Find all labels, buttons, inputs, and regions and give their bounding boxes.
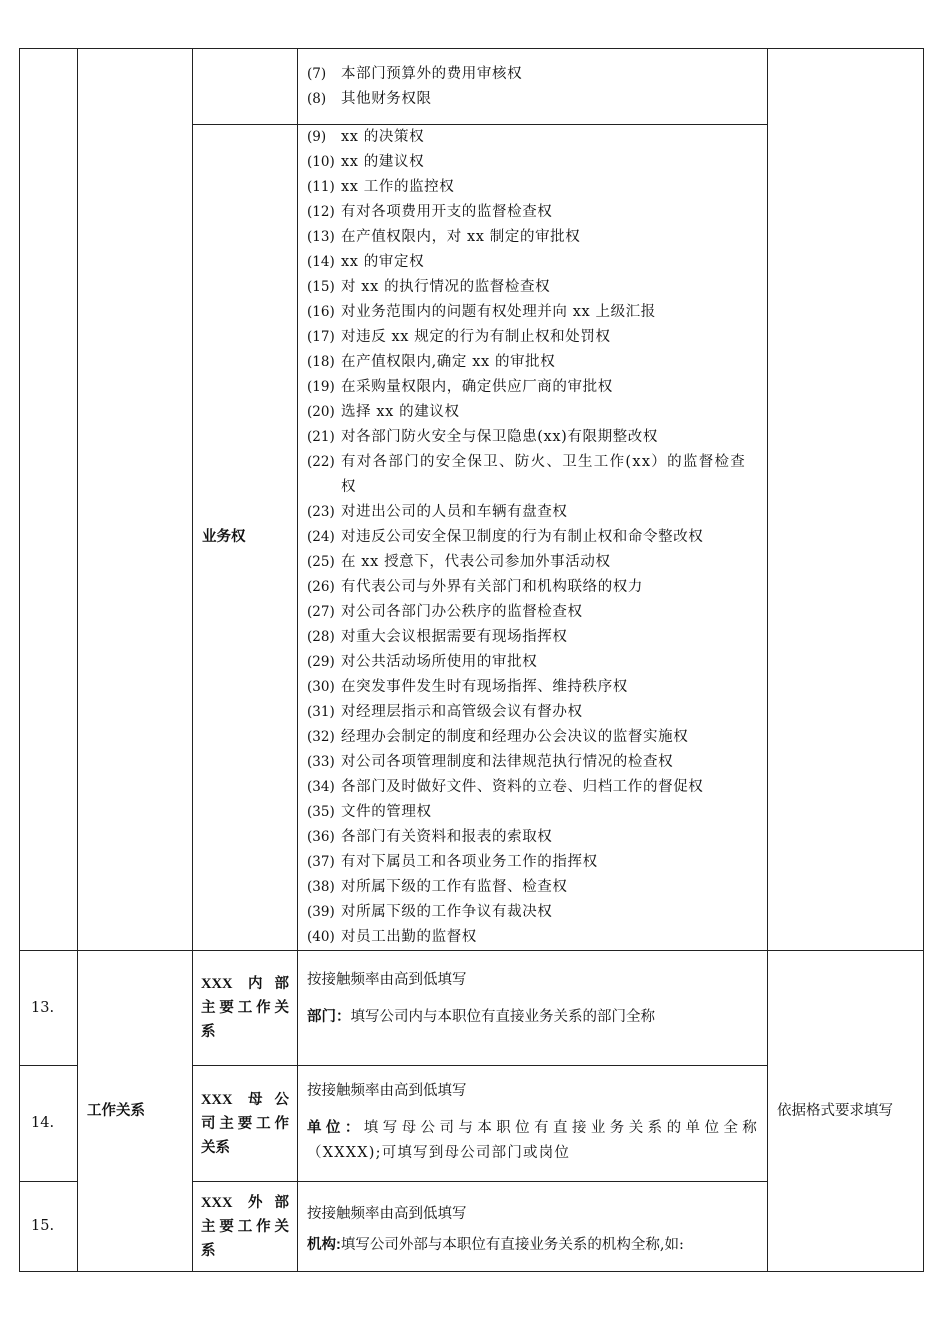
permission-item bbox=[307, 450, 759, 500]
permission-item bbox=[307, 650, 759, 675]
relation-title-line: 主要工作关 bbox=[201, 1000, 289, 1016]
finance-items-cell bbox=[298, 49, 768, 125]
category-cell-empty bbox=[78, 49, 193, 951]
permission-text: xx 的审定权 bbox=[341, 254, 425, 270]
permission-number: (9) bbox=[307, 129, 327, 145]
frequency-instruction: 按接触频率由高到低填写 bbox=[307, 1206, 467, 1222]
permission-item bbox=[307, 275, 759, 300]
permission-number: (18) bbox=[307, 354, 335, 370]
permission-number: (21) bbox=[307, 429, 335, 445]
permission-item bbox=[307, 425, 759, 450]
relation-title bbox=[193, 951, 298, 1066]
permission-text: 有对各部门的安全保卫、防火、卫生工作(xx）的监督检查权 bbox=[341, 454, 747, 495]
permission-text: xx 的决策权 bbox=[341, 129, 425, 145]
permission-number: (16) bbox=[307, 304, 335, 320]
permission-number: (10) bbox=[307, 154, 335, 170]
permission-item bbox=[307, 825, 759, 850]
relation-title bbox=[193, 1066, 298, 1182]
permission-number: (30) bbox=[307, 679, 335, 695]
permission-number: (27) bbox=[307, 604, 335, 620]
relation-detail bbox=[307, 1233, 758, 1258]
permission-text: 在产值权限内，对 xx 制定的审批权 bbox=[341, 229, 581, 245]
permission-number: (24) bbox=[307, 529, 335, 545]
permission-text: 对业务范围内的问题有权处理并向 xx 上级汇报 bbox=[341, 304, 656, 320]
business-items-list bbox=[298, 125, 767, 950]
note-cell-empty bbox=[768, 49, 924, 951]
relation-description bbox=[298, 1182, 768, 1272]
relation-title-line: 系 bbox=[201, 1024, 216, 1040]
permission-text: 文件的管理权 bbox=[341, 804, 432, 820]
permission-item bbox=[307, 800, 759, 825]
permission-item bbox=[307, 925, 759, 950]
permission-number: (25) bbox=[307, 554, 335, 570]
relation-title bbox=[193, 1182, 298, 1272]
permission-item bbox=[307, 700, 759, 725]
permission-text: 对各部门防火安全与保卫隐患(xx)有限期整改权 bbox=[341, 429, 658, 445]
relation-title-line: 关系 bbox=[201, 1139, 230, 1156]
permission-number: (7) bbox=[307, 65, 327, 82]
business-rights-label: 业务权 bbox=[193, 125, 298, 951]
permission-number: (31) bbox=[307, 704, 335, 720]
permission-number: (33) bbox=[307, 754, 335, 770]
permission-item bbox=[307, 150, 759, 175]
relation-description bbox=[298, 1066, 768, 1182]
permission-number: (17) bbox=[307, 329, 335, 345]
permission-text: 对 xx 的执行情况的监督检查权 bbox=[341, 279, 551, 295]
permission-number: (39) bbox=[307, 904, 335, 920]
permission-text: xx 工作的监控权 bbox=[341, 179, 455, 195]
permission-number: (40) bbox=[307, 929, 335, 945]
finance-rights-row bbox=[20, 49, 924, 125]
permission-item bbox=[307, 325, 759, 350]
permission-text: 选择 xx 的建议权 bbox=[341, 404, 460, 420]
permission-item bbox=[307, 500, 759, 525]
permission-item bbox=[307, 625, 759, 650]
permission-item bbox=[307, 250, 759, 275]
permission-text: 其他财务权限 bbox=[341, 90, 432, 107]
relation-title-line: 主要工作关 bbox=[201, 1218, 289, 1235]
permission-item bbox=[307, 200, 759, 225]
permission-text: 对重大会议根据需要有现场指挥权 bbox=[341, 629, 568, 645]
permission-text: 对违反公司安全保卫制度的行为有制止权和命令整改权 bbox=[341, 529, 704, 545]
index-cell-empty bbox=[20, 49, 78, 951]
permission-text: 本部门预算外的费用审核权 bbox=[341, 65, 523, 82]
permission-item bbox=[307, 575, 759, 600]
permission-text: 对违反 xx 规定的行为有制止权和处罚权 bbox=[341, 329, 611, 345]
permission-text: 对公司各部门办公秩序的监督检查权 bbox=[341, 604, 583, 620]
permission-text: 各部门有关资料和报表的索取权 bbox=[341, 829, 553, 845]
relation-title-line: 系 bbox=[201, 1242, 216, 1259]
permission-item bbox=[307, 875, 759, 900]
permission-text: 在产值权限内,确定 xx 的审批权 bbox=[341, 354, 556, 370]
finance-items-list bbox=[298, 62, 767, 112]
relation-detail bbox=[307, 1005, 758, 1030]
permission-item bbox=[307, 850, 759, 875]
permission-number: (13) bbox=[307, 229, 335, 245]
relation-key: 部门： bbox=[307, 1009, 351, 1025]
permission-number: (34) bbox=[307, 779, 335, 795]
relation-key: 单位： bbox=[307, 1120, 364, 1136]
permission-number: (14) bbox=[307, 254, 335, 270]
permission-text: 对所属下级的工作有监督、检查权 bbox=[341, 879, 568, 895]
permission-number: (8) bbox=[307, 90, 327, 107]
permission-item bbox=[307, 675, 759, 700]
work-relations-label: 工作关系 bbox=[78, 951, 193, 1272]
permission-number: (19) bbox=[307, 379, 335, 395]
permission-item bbox=[307, 125, 759, 150]
row-number: 14. bbox=[20, 1066, 78, 1182]
permission-item bbox=[307, 62, 759, 87]
relation-detail-text: 填写公司外部与本职位有直接业务关系的机构全称,如: bbox=[340, 1237, 684, 1253]
permission-text: 经理办会制定的制度和经理办公会决议的监督实施权 bbox=[341, 729, 689, 745]
permission-item bbox=[307, 525, 759, 550]
permission-item bbox=[307, 725, 759, 750]
permission-number: (11) bbox=[307, 179, 335, 195]
permission-item bbox=[307, 900, 759, 925]
row-number: 13. bbox=[20, 951, 78, 1066]
permission-text: 在 xx 授意下，代表公司参加外事活动权 bbox=[341, 554, 611, 570]
fill-format-note: 依据格式要求填写 bbox=[768, 951, 924, 1272]
relation-title-line: XXX 母公 bbox=[201, 1091, 289, 1108]
permission-text: 有代表公司与外界有关部门和机构联络的权力 bbox=[341, 579, 643, 595]
relation-detail bbox=[307, 1116, 758, 1166]
permission-item bbox=[307, 750, 759, 775]
business-items-cell bbox=[298, 125, 768, 951]
subcategory-cell-empty bbox=[193, 49, 298, 125]
permission-text: 对所属下级的工作争议有裁决权 bbox=[341, 904, 553, 920]
permission-text: 对进出公司的人员和车辆有盘查权 bbox=[341, 504, 568, 520]
permission-text: 有对各项费用开支的监督检查权 bbox=[341, 204, 553, 220]
permission-item bbox=[307, 225, 759, 250]
permission-text: xx 的建议权 bbox=[341, 154, 425, 170]
permission-number: (32) bbox=[307, 729, 335, 745]
frequency-instruction: 按接触频率由高到低填写 bbox=[307, 972, 467, 988]
permission-number: (22) bbox=[307, 454, 335, 470]
permission-text: 对公司各项管理制度和法律规范执行情况的检查权 bbox=[341, 754, 674, 770]
permission-number: (35) bbox=[307, 804, 335, 820]
permission-text: 有对下属员工和各项业务工作的指挥权 bbox=[341, 854, 598, 870]
permission-number: (37) bbox=[307, 854, 335, 870]
permission-item bbox=[307, 400, 759, 425]
permission-item bbox=[307, 775, 759, 800]
relation-description bbox=[298, 951, 768, 1066]
permission-item bbox=[307, 87, 759, 112]
permission-number: (26) bbox=[307, 579, 335, 595]
permission-number: (36) bbox=[307, 829, 335, 845]
relation-title-line: XXX 外部 bbox=[201, 1194, 289, 1211]
frequency-instruction: 按接触频率由高到低填写 bbox=[307, 1083, 467, 1099]
permission-number: (15) bbox=[307, 279, 335, 295]
permission-item bbox=[307, 350, 759, 375]
relation-title-line: 司主要工作 bbox=[201, 1115, 289, 1132]
permission-item bbox=[307, 300, 759, 325]
permission-item bbox=[307, 175, 759, 200]
relation-key: 机构: bbox=[307, 1237, 341, 1253]
work-relation-row bbox=[20, 951, 924, 1066]
permission-number: (23) bbox=[307, 504, 335, 520]
permission-text: 对经理层指示和高管级会议有督办权 bbox=[341, 704, 583, 720]
permission-number: (38) bbox=[307, 879, 335, 895]
permission-item bbox=[307, 600, 759, 625]
permission-text: 对公共活动场所使用的审批权 bbox=[341, 654, 538, 670]
permission-number: (28) bbox=[307, 629, 335, 645]
permission-number: (29) bbox=[307, 654, 335, 670]
relation-detail-text: 填写母公司与本职位有直接业务关系的单位全称（XXXX);可填写到母公司部门或岗位 bbox=[307, 1120, 758, 1161]
permission-text: 在采购量权限内，确定供应厂商的审批权 bbox=[341, 379, 613, 395]
relation-detail-text: 填写公司内与本职位有直接业务关系的部门全称 bbox=[350, 1009, 655, 1025]
permission-item bbox=[307, 375, 759, 400]
relation-title-line: XXX 内部 bbox=[201, 976, 289, 992]
permission-text: 在突发事件发生时有现场指挥、维持秩序权 bbox=[341, 679, 628, 695]
permission-number: (20) bbox=[307, 404, 335, 420]
permission-item bbox=[307, 550, 759, 575]
permission-number: (12) bbox=[307, 204, 335, 220]
permission-text: 各部门及时做好文件、资料的立卷、归档工作的督促权 bbox=[341, 779, 704, 795]
job-description-table bbox=[19, 48, 924, 1272]
permission-text: 对员工出勤的监督权 bbox=[341, 929, 477, 945]
row-number: 15. bbox=[20, 1182, 78, 1272]
